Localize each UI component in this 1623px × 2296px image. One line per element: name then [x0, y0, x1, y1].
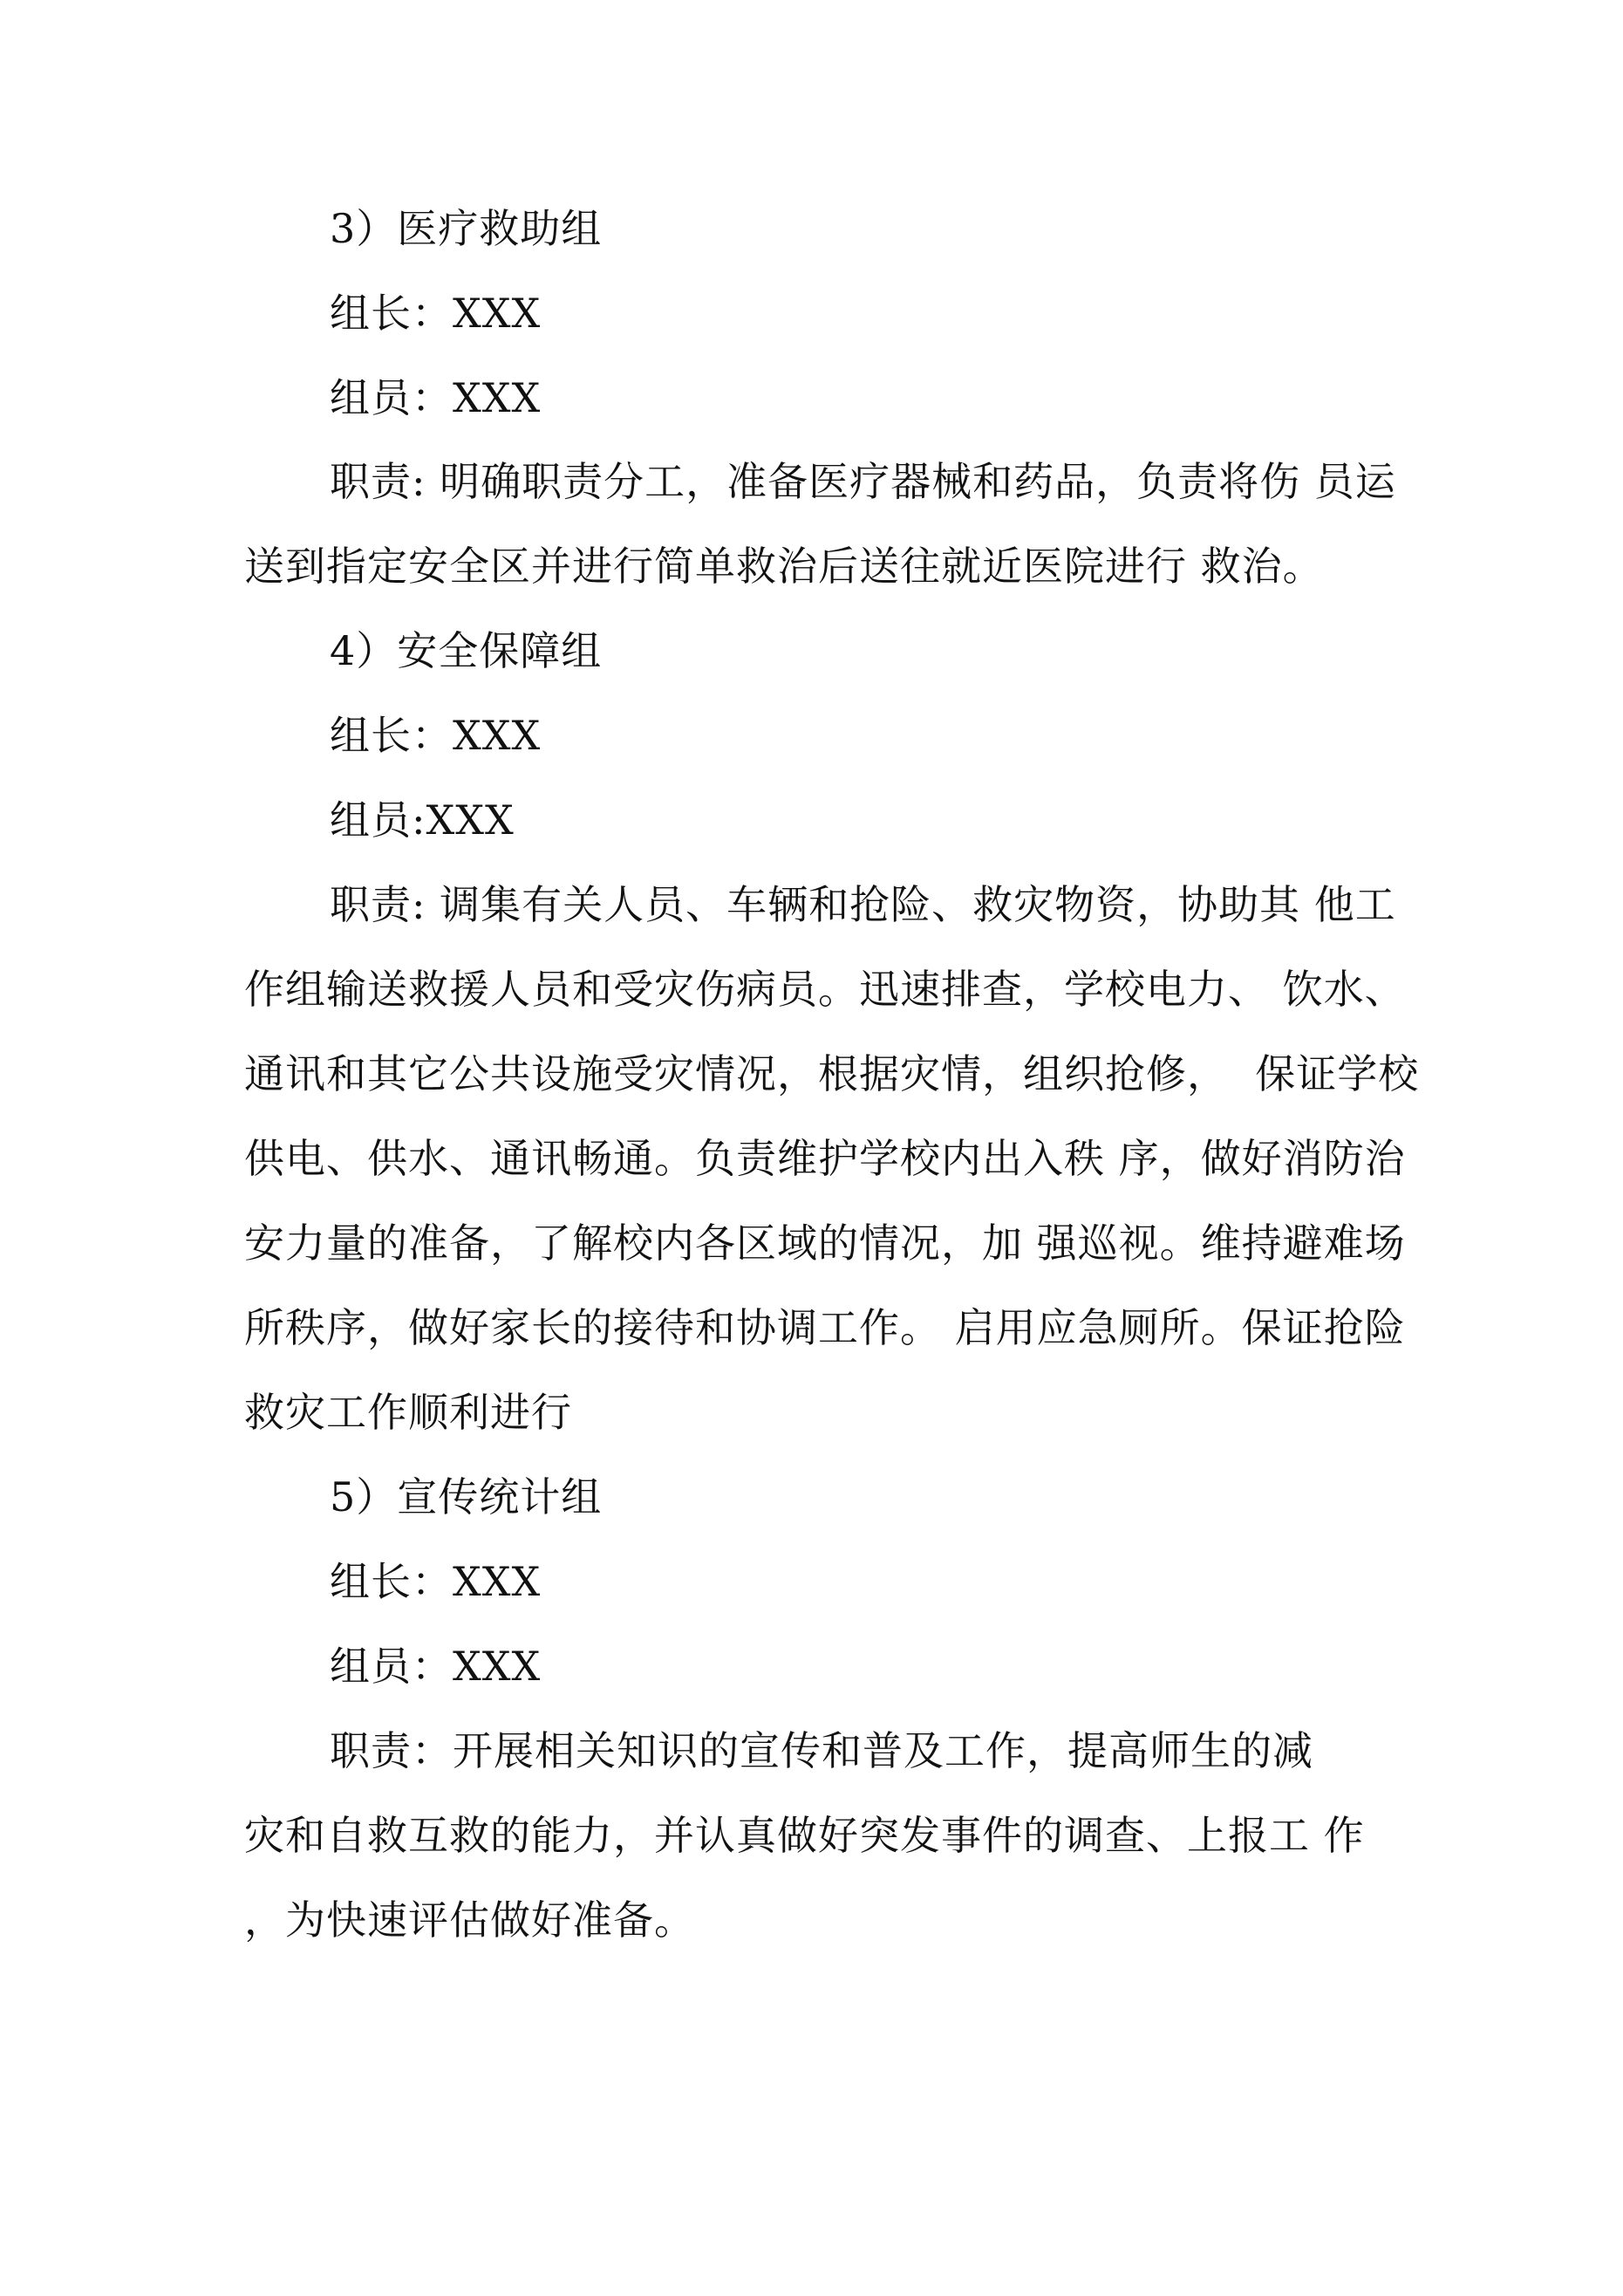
heading-safety-group: 4）安全保障组	[330, 627, 603, 674]
publicity-group-leader: 组长：XXX	[330, 1558, 542, 1605]
medical-duties-line-2: 送到指定安全区并进行简单救治后送往就近医院进行 救治。	[244, 543, 1324, 590]
publicity-duties-line-3: ，为快速评估做好准备。	[244, 1896, 695, 1944]
medical-duties-line-1: 职责: 明确职责分工，准备医疗器械和药品，负责将伤 员运	[330, 458, 1396, 505]
safety-duties-line-6: 所秩序，做好家长的接待和协调工作。 启用应急厕所。保证抢险	[244, 1304, 1406, 1351]
safety-duties-line-1: 职责: 调集有关人员、车辆和抢险、救灾物资，协助其 他工	[330, 881, 1396, 928]
safety-duties-line-5: 安力量的准备，了解校内各区域的情况，加 强巡视。维持避难场	[244, 1220, 1406, 1267]
safety-duties-line-3: 通讯和其它公共设施受灾情况，根据灾情，组织抢修， 保证学校	[244, 1050, 1420, 1097]
safety-duties-line-2: 作组输送救援人员和受灾伤病员。迅速排查，学校电力、 饮水、	[244, 966, 1406, 1013]
safety-group-members: 组员:XXX	[330, 796, 515, 844]
publicity-duties-line-1: 职责：开展相关知识的宣传和普及工作，提高师生的减	[330, 1727, 1313, 1774]
publicity-duties-line-2: 灾和自救互救的能力，并认真做好突发事件的调查、上报工 作	[244, 1812, 1365, 1859]
safety-group-leader: 组长：XXX	[330, 712, 542, 759]
heading-publicity-group: 5）宣传统计组	[330, 1473, 603, 1520]
medical-group-members: 组员：XXX	[330, 374, 542, 421]
medical-group-leader: 组长：XXX	[330, 290, 542, 337]
publicity-group-members: 组员：XXX	[330, 1643, 542, 1690]
heading-medical-group: 3）医疗救助组	[330, 205, 603, 252]
safety-duties-line-4: 供电、供水、通讯畅通。负责维护学校内出入秩 序，做好消防治	[244, 1135, 1406, 1182]
safety-duties-line-7: 救灾工作顺利进行	[244, 1389, 572, 1436]
